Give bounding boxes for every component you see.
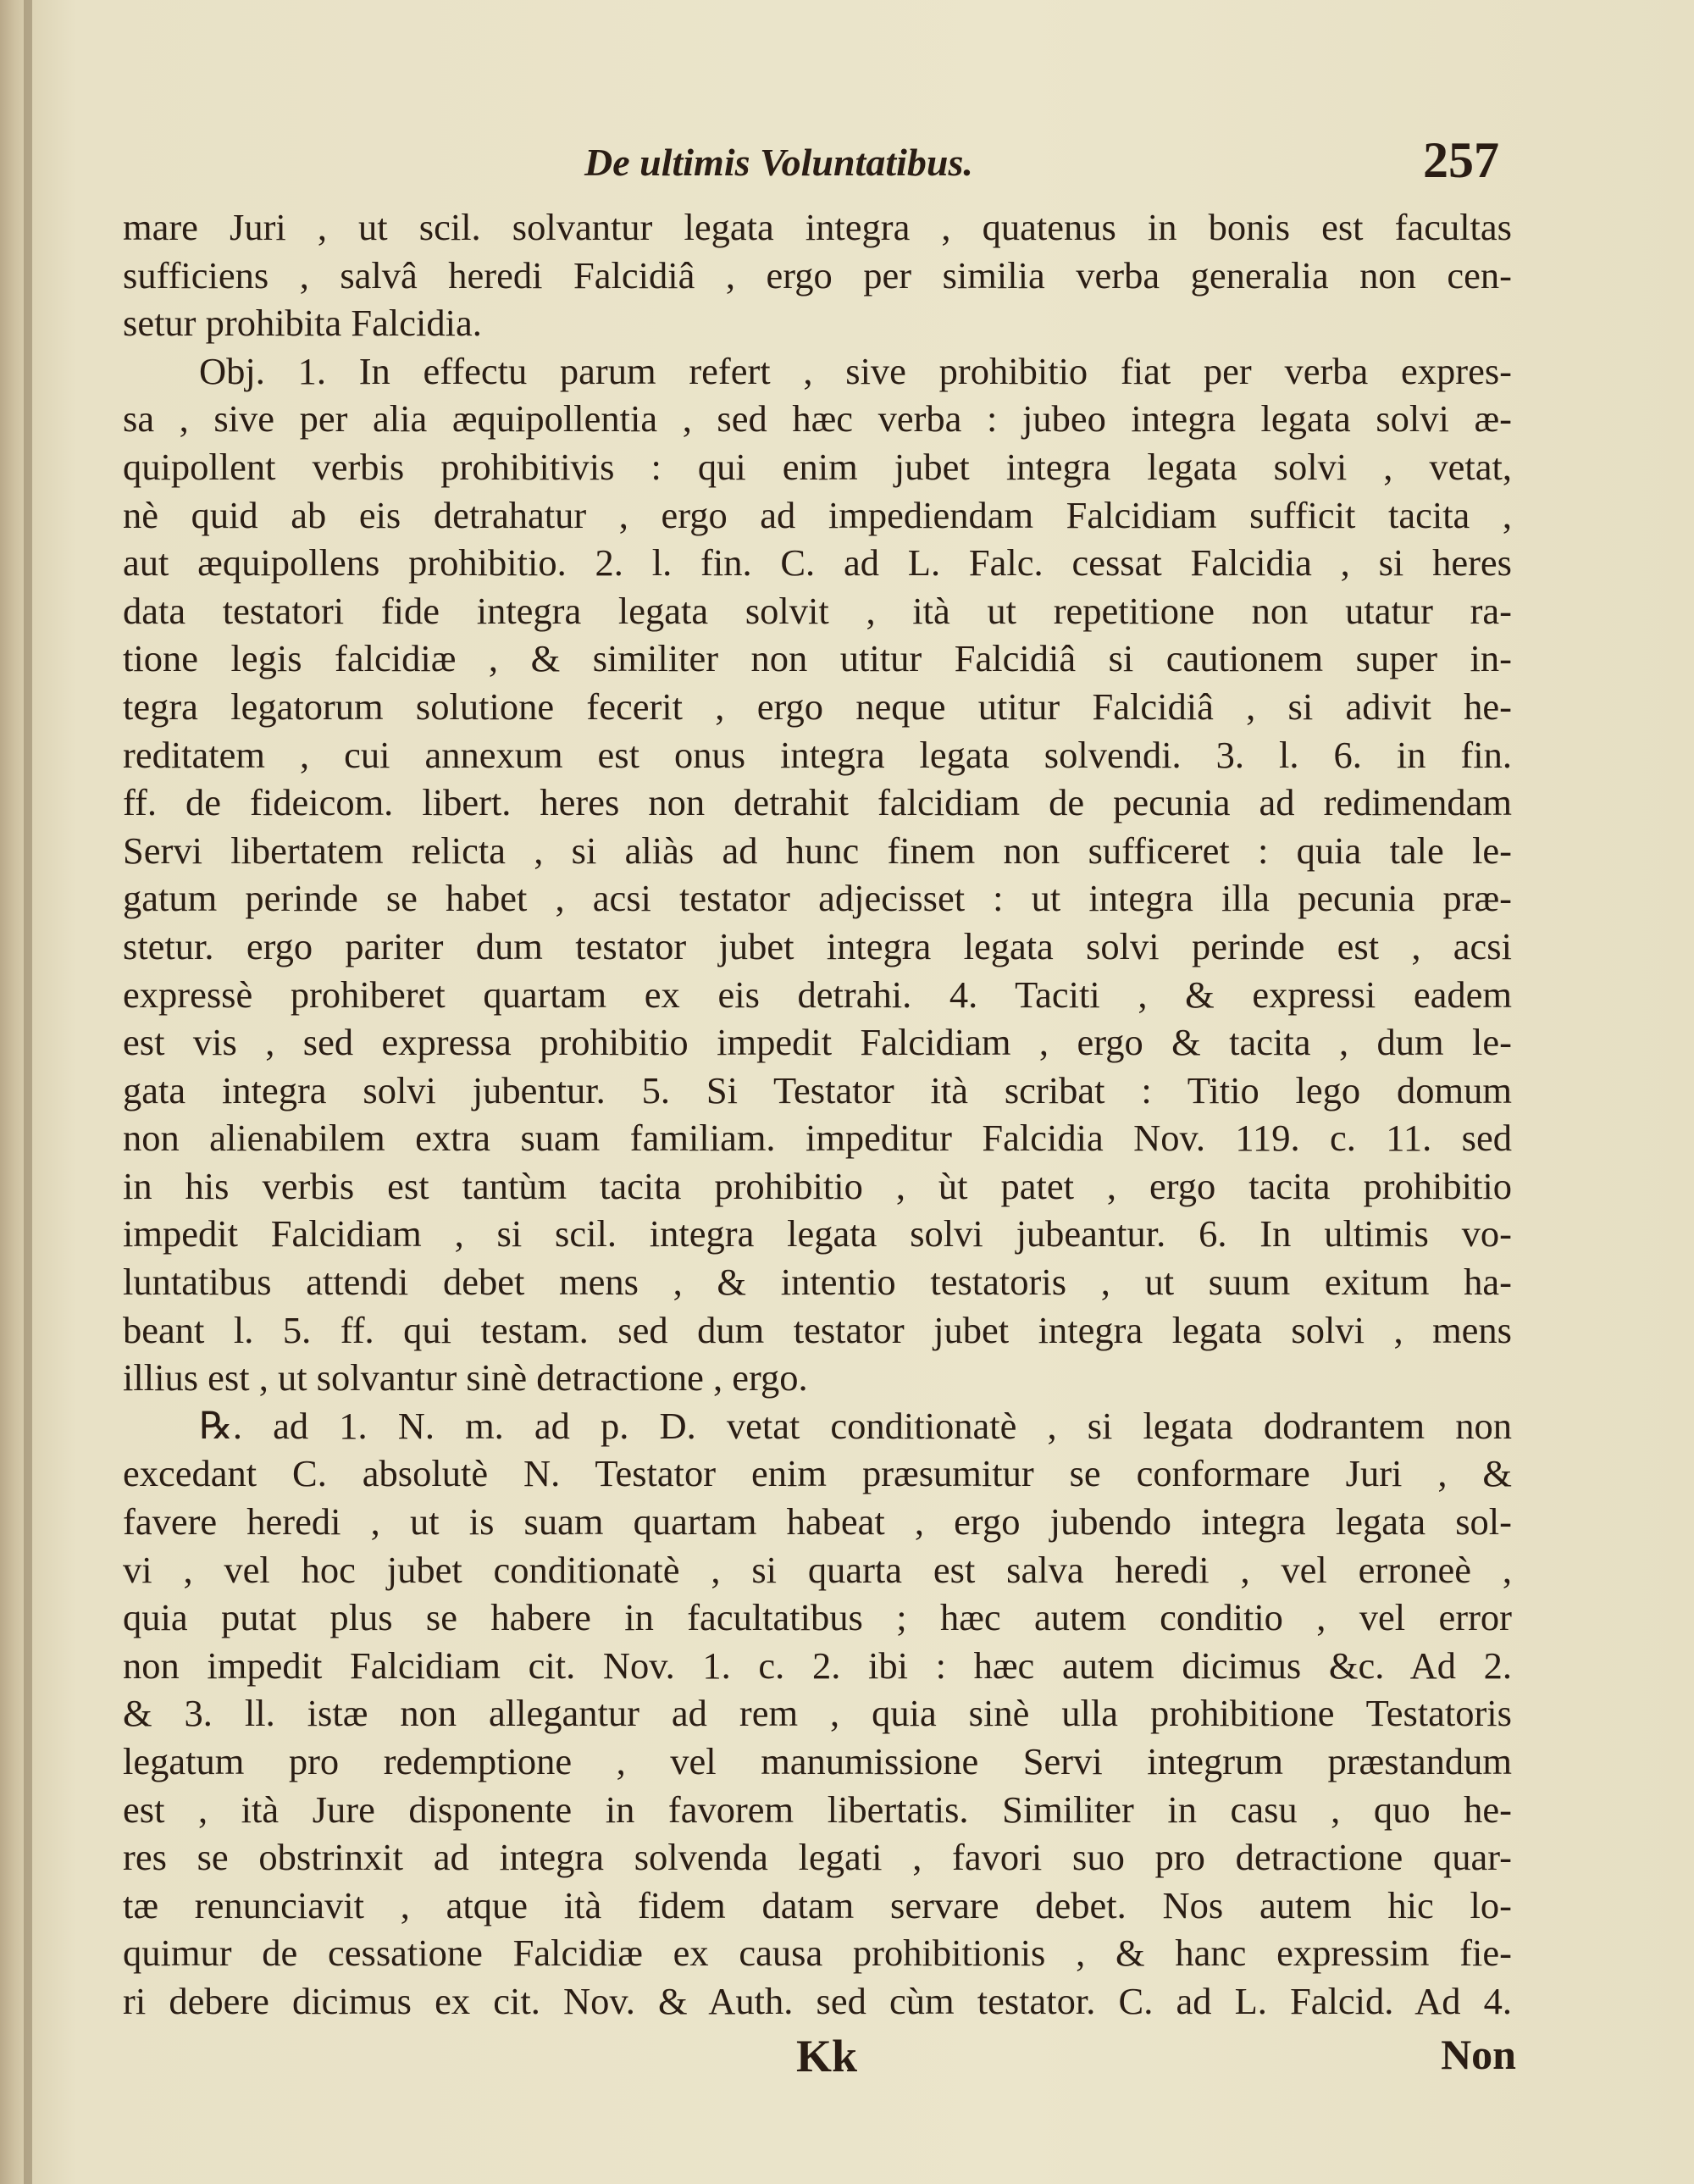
text-line: impedit Falcidiam , si scil. integra legata solvi jubeantur. 6. In ultimis vo- (123, 1212, 1512, 1256)
text-line: sa , sive per alia æquipollentia , sed hæc verba : jubeo integra legata solvi æ- (123, 397, 1512, 441)
signature-mark: Kk (796, 2031, 858, 2081)
text-line: reditatem , cui annexum est onus integra legata solvendi. 3. l. 6. in fin. (123, 733, 1512, 776)
text-line: res se obstrinxit ad integra solvenda legati , favori suo pro detractione quar- (123, 1836, 1512, 1879)
text-line: luntatibus attendi debet mens , & intentio testatoris , ut suum exitum ha- (123, 1261, 1512, 1304)
text-line: ℞. ad 1. N. m. ad p. D. vetat conditionatè , si legata dodrantem non (199, 1404, 1512, 1447)
text-line: tæ renunciavit , atque ità fidem datam servare debet. Nos autem hic lo- (123, 1883, 1512, 1926)
text-line: nè quid ab eis detrahatur , ergo ad impediendam Falcidiam sufficit tacita , (123, 493, 1512, 536)
page-footer (119, 2030, 1516, 2089)
text-line: quia putat plus se habere in facultatibus ; hæc autem conditio , vel error (123, 1596, 1512, 1639)
catchword: Non (1441, 2031, 1516, 2078)
text-line: non alienabilem extra suam familiam. impeditur Falcidia Nov. 119. c. 11. sed (123, 1117, 1512, 1160)
text-line: legatum pro redemptione , vel manumissione Servi integrum præstandum (123, 1740, 1512, 1782)
text-line: gatum perinde se habet , acsi testator adjecisset : ut integra illa pecunia præ- (123, 877, 1512, 920)
text-line: ri debere dicimus ex cit. Nov. & Auth. sed cùm testator. C. ad L. Falcid. Ad 4. (123, 1979, 1512, 2022)
text-line: expressè prohiberet quartam ex eis detrahi. 4. Taciti , & expressi eadem (123, 973, 1512, 1016)
text-line: quipollent verbis prohibitivis : qui enim jubet integra legata solvi , vetat, (123, 445, 1512, 488)
text-line: vi , vel hoc jubet conditionatè , si quarta est salva heredi , vel erroneè , (123, 1548, 1512, 1591)
text-line: gata integra solvi jubentur. 5. Si Testator ità scribat : Titio lego domum (123, 1068, 1512, 1111)
text-line: beant l. 5. ff. qui testam. sed dum testator jubet integra legata solvi , mens (123, 1308, 1512, 1351)
page-number: 257 (1423, 132, 1499, 188)
text-line: tegra legatorum solutione fecerit , ergo neque utitur Falcidiâ , si adivit he- (123, 685, 1512, 728)
text-line: aut æquipollens prohibitio. 2. l. fin. C. ad L. Falc. cessat Falcidia , si heres (123, 541, 1512, 585)
running-head (584, 131, 1499, 191)
text-line: mare Juri , ut scil. solvantur legata integra , quatenus in bonis est facultas (123, 206, 1512, 248)
text-line: favere heredi , ut is suam quartam habeat , ergo jubendo integra legata sol- (123, 1500, 1512, 1544)
text-line: non impedit Falcidiam cit. Nov. 1. c. 2. ibi : hæc autem dicimus &c. Ad 2. (123, 1644, 1512, 1687)
text-line: est vis , sed expressa prohibitio impedit Falcidiam , ergo & tacita , dum le- (123, 1021, 1512, 1064)
text-line: ff. de fideicom. libert. heres non detrahit falcidiam de pecunia ad redimendam (123, 781, 1512, 824)
text-line: est , ità Jure disponente in favorem libertatis. Similiter in casu , quo he- (123, 1788, 1512, 1831)
text-line: tione legis falcidiæ , & similiter non utitur Falcidiâ si cautionem super in- (123, 637, 1512, 680)
text-line: in his verbis est tantùm tacita prohibitio , ùt patet , ergo tacita prohibitio (123, 1164, 1512, 1207)
text-line: sufficiens , salvâ heredi Falcidiâ , ergo per similia verba generalia non cen- (123, 253, 1512, 297)
page-gutter (24, 0, 32, 2184)
text-line: setur prohibita Falcidia. (123, 302, 482, 345)
body-text (123, 203, 1512, 2026)
running-title: De ultimis Voluntatibus. (584, 141, 973, 184)
text-line: data testatori fide integra legata solvit , ità ut repetitione non utatur ra- (123, 589, 1512, 632)
text-line: & 3. ll. istæ non allegantur ad rem , quia sinè ulla prohibitione Testatoris (123, 1692, 1512, 1735)
text-line: excedant C. absolutè N. Testator enim præsumitur se conformare Juri , & (123, 1452, 1512, 1495)
text-line: Servi libertatem relicta , si aliàs ad hunc finem non sufficeret : quia tale le- (123, 829, 1512, 872)
text-line: quimur de cessatione Falcidiæ ex causa prohibitionis , & hanc expressim fie- (123, 1932, 1512, 1975)
text-line: Obj. 1. In effectu parum refert , sive prohibitio fiat per verba expres- (199, 349, 1512, 392)
text-line: illius est , ut solvantur sinè detractione , ergo. (123, 1356, 808, 1400)
text-line: stetur. ergo pariter dum testator jubet integra legata solvi perinde est , acsi (123, 924, 1512, 967)
